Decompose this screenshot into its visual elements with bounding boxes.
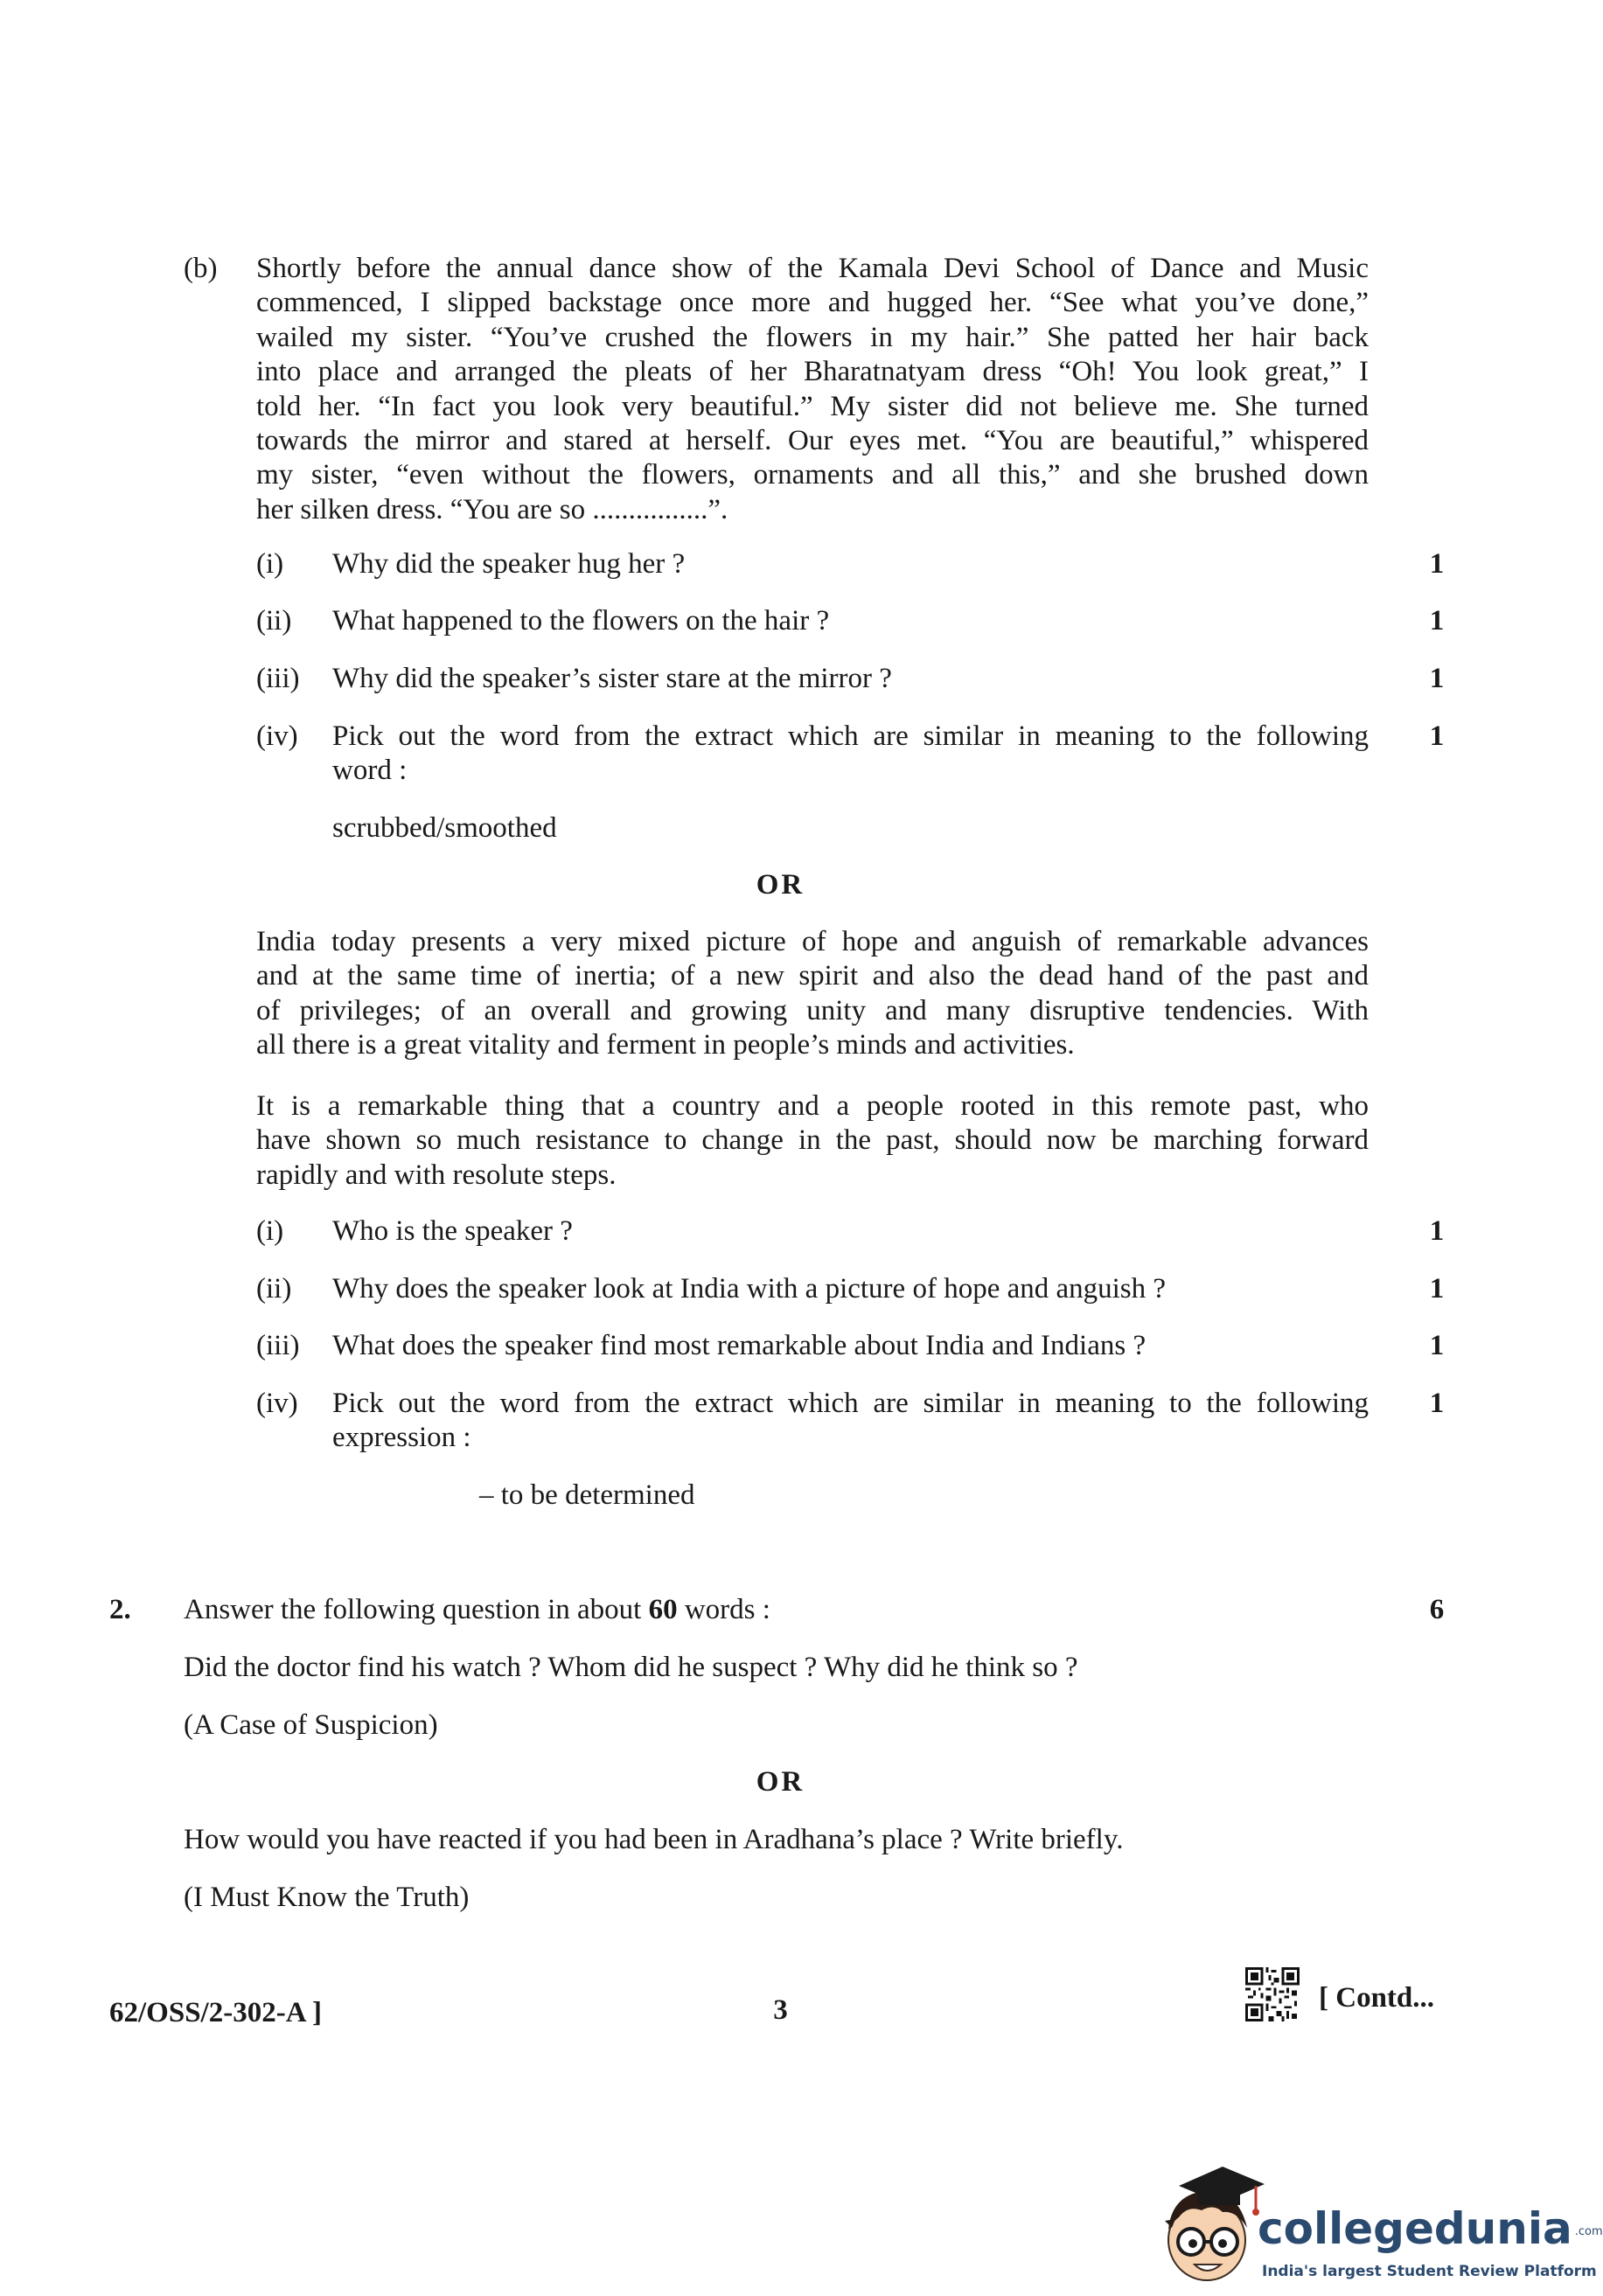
brand-tagline: India's largest Student Review Platform <box>1262 2263 1597 2280</box>
question-marks: 1 <box>1429 1388 1445 1419</box>
question-2-instruction <box>184 1593 770 1627</box>
question-text-cont: expression : <box>332 1422 471 1453</box>
answer-hint: scrubbed/smoothed <box>332 812 557 844</box>
question-marks: 1 <box>1429 1273 1445 1305</box>
passage-line: told her. “In fact you look very beautiful.” My sister did not believe me. She turned <box>256 390 1369 422</box>
question-marks: 1 <box>1429 548 1445 580</box>
passage-line: commenced, I slipped backstage once more and hugged her. “See what you’ve done,” <box>256 287 1369 319</box>
passage-line: Shortly before the annual dance show of the Kamala Devi School of Dance and Music <box>256 253 1369 284</box>
question-marks: 1 <box>1429 605 1445 637</box>
passage-line: wailed my sister. “You’ve crushed the flowers in my hair.” She patted her hair back <box>256 321 1369 353</box>
student-mascot-icon <box>1153 2160 1266 2291</box>
passage-line: have shown so much resistance to change in the past, should now be marching forward <box>256 1124 1369 1157</box>
paper-code: 62/OSS/2-302-A ] <box>109 1997 322 2028</box>
question-text: Why did the speaker hug her ? <box>332 548 686 580</box>
question-2-text: Did the doctor find his watch ? Whom did he suspect ? Why did he think so ? <box>184 1652 1078 1683</box>
passage-line: India today presents a very mixed picture of hope and anguish of remarkable advances <box>256 926 1369 957</box>
question-number: (i) <box>256 548 284 580</box>
or-divider: OR <box>756 1766 805 1798</box>
question-2-source: (A Case of Suspicion) <box>184 1709 438 1741</box>
question-number: (iv) <box>256 1388 298 1419</box>
question-2-marks: 6 <box>1429 1594 1445 1625</box>
question-2-number: 2. <box>109 1594 131 1625</box>
passage-line: and at the same time of inertia; of a new spirit and also the dead hand of the past and <box>256 960 1369 992</box>
question-text: Pick out the word from the extract which are similar in meaning to the following <box>332 720 1369 752</box>
qr-code-icon <box>1245 1967 1300 2021</box>
passage-line: rapidly and with resolute steps. <box>256 1158 617 1191</box>
question-text: What happened to the flowers on the hair ? <box>332 605 830 637</box>
brand-name-text: collegedunia <box>1258 2203 1572 2254</box>
question-text-cont: word : <box>332 755 408 786</box>
question-number: (iv) <box>256 720 298 752</box>
question-2-alt-text: How would you have reacted if you had been in Aradhana’s place ? Write briefly. <box>184 1824 1124 1855</box>
question-number: (ii) <box>256 1273 292 1305</box>
question-text: Why did the speaker’s sister stare at the mirror ? <box>332 663 892 694</box>
brand-logo <box>1153 2160 1603 2291</box>
question-text: What does the speaker find most remarkable about India and Indians ? <box>332 1330 1146 1361</box>
question-number: (i) <box>256 1215 284 1247</box>
question-number: (ii) <box>256 605 292 637</box>
question-2-alt-source: (I Must Know the Truth) <box>184 1882 470 1913</box>
passage-line: of privileges; of an overall and growing unity and many disruptive tendencies. With <box>256 994 1369 1026</box>
passage-line: all there is a great vitality and ferment in people’s minds and activities. <box>256 1029 1075 1061</box>
instruction-text: words : <box>677 1594 770 1625</box>
question-marks: 1 <box>1429 1215 1445 1247</box>
question-marks: 1 <box>1429 663 1445 694</box>
section-b-passage <box>256 252 1369 527</box>
or-divider: OR <box>756 869 805 901</box>
brand-suffix: .com <box>1574 2225 1603 2238</box>
word-count: 60 <box>648 1594 678 1625</box>
answer-hint: – to be determined <box>479 1479 695 1511</box>
passage-line: towards the mirror and stared at herself. Our eyes met. “You are beautiful,” whispered <box>256 425 1369 457</box>
continued-label: [ Contd... <box>1319 1982 1435 2014</box>
alt-passage-para1 <box>256 925 1369 1063</box>
question-marks: 1 <box>1429 1330 1445 1361</box>
question-text: Who is the speaker ? <box>332 1215 573 1247</box>
passage-line: into place and arranged the pleats of her Bharatnatyam dress “Oh! You look great,” I <box>256 356 1369 388</box>
question-number: (iii) <box>256 663 300 694</box>
section-b-label: (b) <box>184 253 218 284</box>
brand-name <box>1258 2203 1603 2254</box>
instruction-text: Answer the following question in about <box>184 1594 649 1625</box>
question-number: (iii) <box>256 1330 300 1361</box>
question-text: Pick out the word from the extract which are similar in meaning to the following <box>332 1388 1369 1419</box>
page-number: 3 <box>773 1994 788 2026</box>
question-marks: 1 <box>1429 720 1445 752</box>
passage-line: my sister, “even without the flowers, ornaments and all this,” and she brushed down <box>256 459 1369 491</box>
question-text: Why does the speaker look at India with a picture of hope and anguish ? <box>332 1273 1167 1305</box>
passage-line: her silken dress. “You are so ................”. <box>256 493 728 525</box>
alt-passage-para2 <box>256 1089 1369 1193</box>
passage-line: It is a remarkable thing that a country and a people rooted in this remote past, who <box>256 1090 1369 1122</box>
